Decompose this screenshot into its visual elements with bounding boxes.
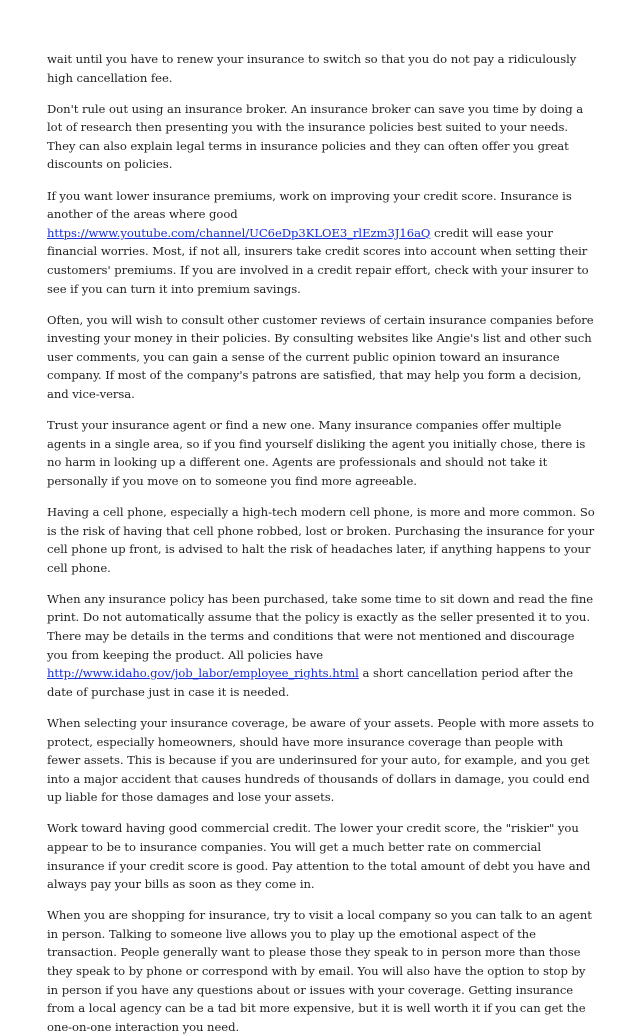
paragraph-text: Don't rule out using an insurance broker. An insurance broker can save you time by doing a lot of research then presenting you with the insurance policies best suited to your needs. They can also explain legal terms in insurance policies and they can often offer you great discounts on policies.: [47, 101, 584, 172]
paragraph-text: Trust your insurance agent or find a new one. Many insurance companies offer multiple agents in a single area, so if you find yourself disliking the agent you initially chose, there is no harm in looking up a different one. Agents are professionals and should not take it personally if you move on to someone you find more agreeable.: [47, 418, 586, 488]
paragraph-text: If you want lower insurance premiums, work on improving your credit score. Insurance is another of the areas where good: [47, 188, 572, 222]
paragraph: [47, 416, 598, 490]
paragraph: [47, 590, 598, 702]
paragraph: [47, 311, 598, 404]
paragraph-text: wait until you have to renew your insurance to switch so that you do not pay a ridiculously high cancellation fee.: [47, 52, 577, 85]
paragraph: [47, 714, 598, 807]
paragraph: [47, 50, 598, 87]
paragraph-text: Work toward having good commercial credit. The lower your credit score, the "riskier" you appear to be to insurance companies. You will get a much better rate on commercial insurance if your credit score is good. Pay attention to the total amount of debt you have and always pay your bills as soon as they come in.: [47, 821, 591, 892]
paragraph: [47, 503, 598, 577]
paragraph-text: When selecting your insurance coverage, be aware of your assets. People with more assets to protect, especially homeowners, should have more insurance coverage than people with fewer assets. This is because if you are underinsured for your auto, for example, and you get into a major accident that causes hundreds of thousands of dollars in damage, you could end up liable for those damages and lose your assets.: [47, 715, 594, 805]
paragraph-text: Having a cell phone, especially a high-tech modern cell phone, is more and more common. So is the risk of having that cell phone robbed, lost or broken. Purchasing the insurance for your cell phone up front, is advised to halt the risk of headaches later, if anything happens to your cell phone.: [47, 504, 595, 575]
hyperlink[interactable]: http://www.idaho.gov/job_labor/employee_rights.html: [47, 666, 359, 681]
paragraph-text: a short cancellation period after the date of purchase just in case it is needed.: [47, 666, 574, 699]
document-body: [47, 50, 598, 1036]
paragraph: [47, 819, 598, 893]
paragraph: [47, 906, 598, 1036]
paragraph: [47, 187, 598, 299]
paragraph-text: When any insurance policy has been purchased, take some time to sit down and read the fine print. Do not automatically assume that the policy is exactly as the seller presented it to you. There may be details in the terms and conditions that were not mentioned and discourage you from keeping the product. All policies have: [47, 591, 594, 662]
paragraph: [47, 100, 598, 174]
paragraph-text: Often, you will wish to consult other customer reviews of certain insurance companies before investing your money in their policies. By consulting websites like Angie's list and other such user comments, you can gain a sense of the current public opinion toward an insurance company. If most of the company's patrons are satisfied, that may help you form a decision, and vice-versa.: [47, 312, 594, 401]
paragraph-text: When you are shopping for insurance, try to visit a local company so you can talk to an agent in person. Talking to someone live allows you to play up the emotional aspect of the transaction. People generally want to please those they speak to in person more than those they speak to by phone or correspond with by email. You will also have the option to stop by in person if you have any questions about or issues with your coverage. Getting insurance from a local agency can be a tad bit more expensive, but it is well worth it if you can get the one-on-one interaction you need.: [47, 908, 592, 1034]
hyperlink[interactable]: https://www.youtube.com/channel/UC6eDp3KLOE3_rlEzm3J16aQ: [47, 225, 431, 240]
paragraph-text: credit will ease your financial worries. Most, if not all, insurers take credit scores into account when setting their customers' premiums. If you are involved in a credit repair effort, check with your insurer to see if you can turn it into premium savings.: [47, 225, 589, 296]
